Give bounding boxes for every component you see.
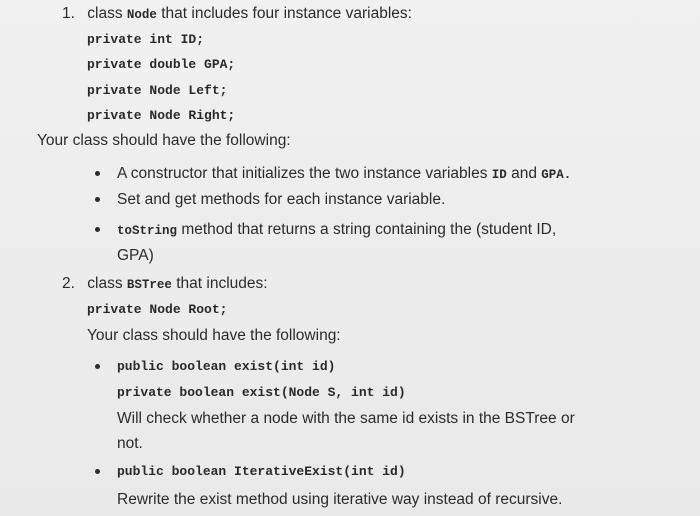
method-exist-public: public boolean exist(int id) [117,359,336,374]
bullet-set-get: Set and get methods for each instance variable. [117,191,446,208]
bullet-icon [95,469,100,474]
code-gpa: GPA. [541,168,572,182]
method-exist-private: private boolean exist(Node S, int id) [117,385,406,400]
class-following-2: Your class should have the following: [87,327,341,344]
var-root: private Node Root; [87,302,228,317]
bullet-tostring-cont: GPA) [117,247,154,264]
text: class [87,5,123,22]
bullet-icon [95,171,100,176]
class-following-1: Your class should have the following: [37,132,291,149]
item-1-heading [62,5,412,24]
code-bstree: BSTree [126,278,172,292]
text: that includes: [176,275,268,292]
bullet-tostring [117,221,556,240]
bullet-icon [95,197,100,202]
bullet-icon [95,364,100,369]
var-right: private Node Right; [87,108,236,123]
item-number: 2. [62,275,75,292]
code-node: Node [126,8,157,22]
method-iterative-exist: public boolean IterativeExist(int id) [117,464,406,479]
exist-desc-1: Will check whether a node with the same id exists in the BSTree or [117,410,575,427]
bullet-constructor [117,165,571,184]
item-2-heading [62,275,268,294]
code-tostring: toString [117,224,178,238]
code-id: ID [491,168,507,182]
iterative-desc: Rewrite the exist method using iterative way instead of recursive. [117,491,563,508]
item-number: 1. [62,5,75,22]
text: that includes four instance variables: [161,5,412,22]
text: A constructor that initializes the two instance variables [117,165,488,182]
exist-desc-2: not. [117,435,143,452]
text: class [87,275,123,292]
bullet-icon [95,227,100,232]
var-gpa: private double GPA; [87,57,236,72]
text: method that returns a string containing the (student ID, [181,221,557,238]
var-id: private int ID; [87,32,205,47]
text: and [511,165,537,182]
var-left: private Node Left; [87,83,228,98]
